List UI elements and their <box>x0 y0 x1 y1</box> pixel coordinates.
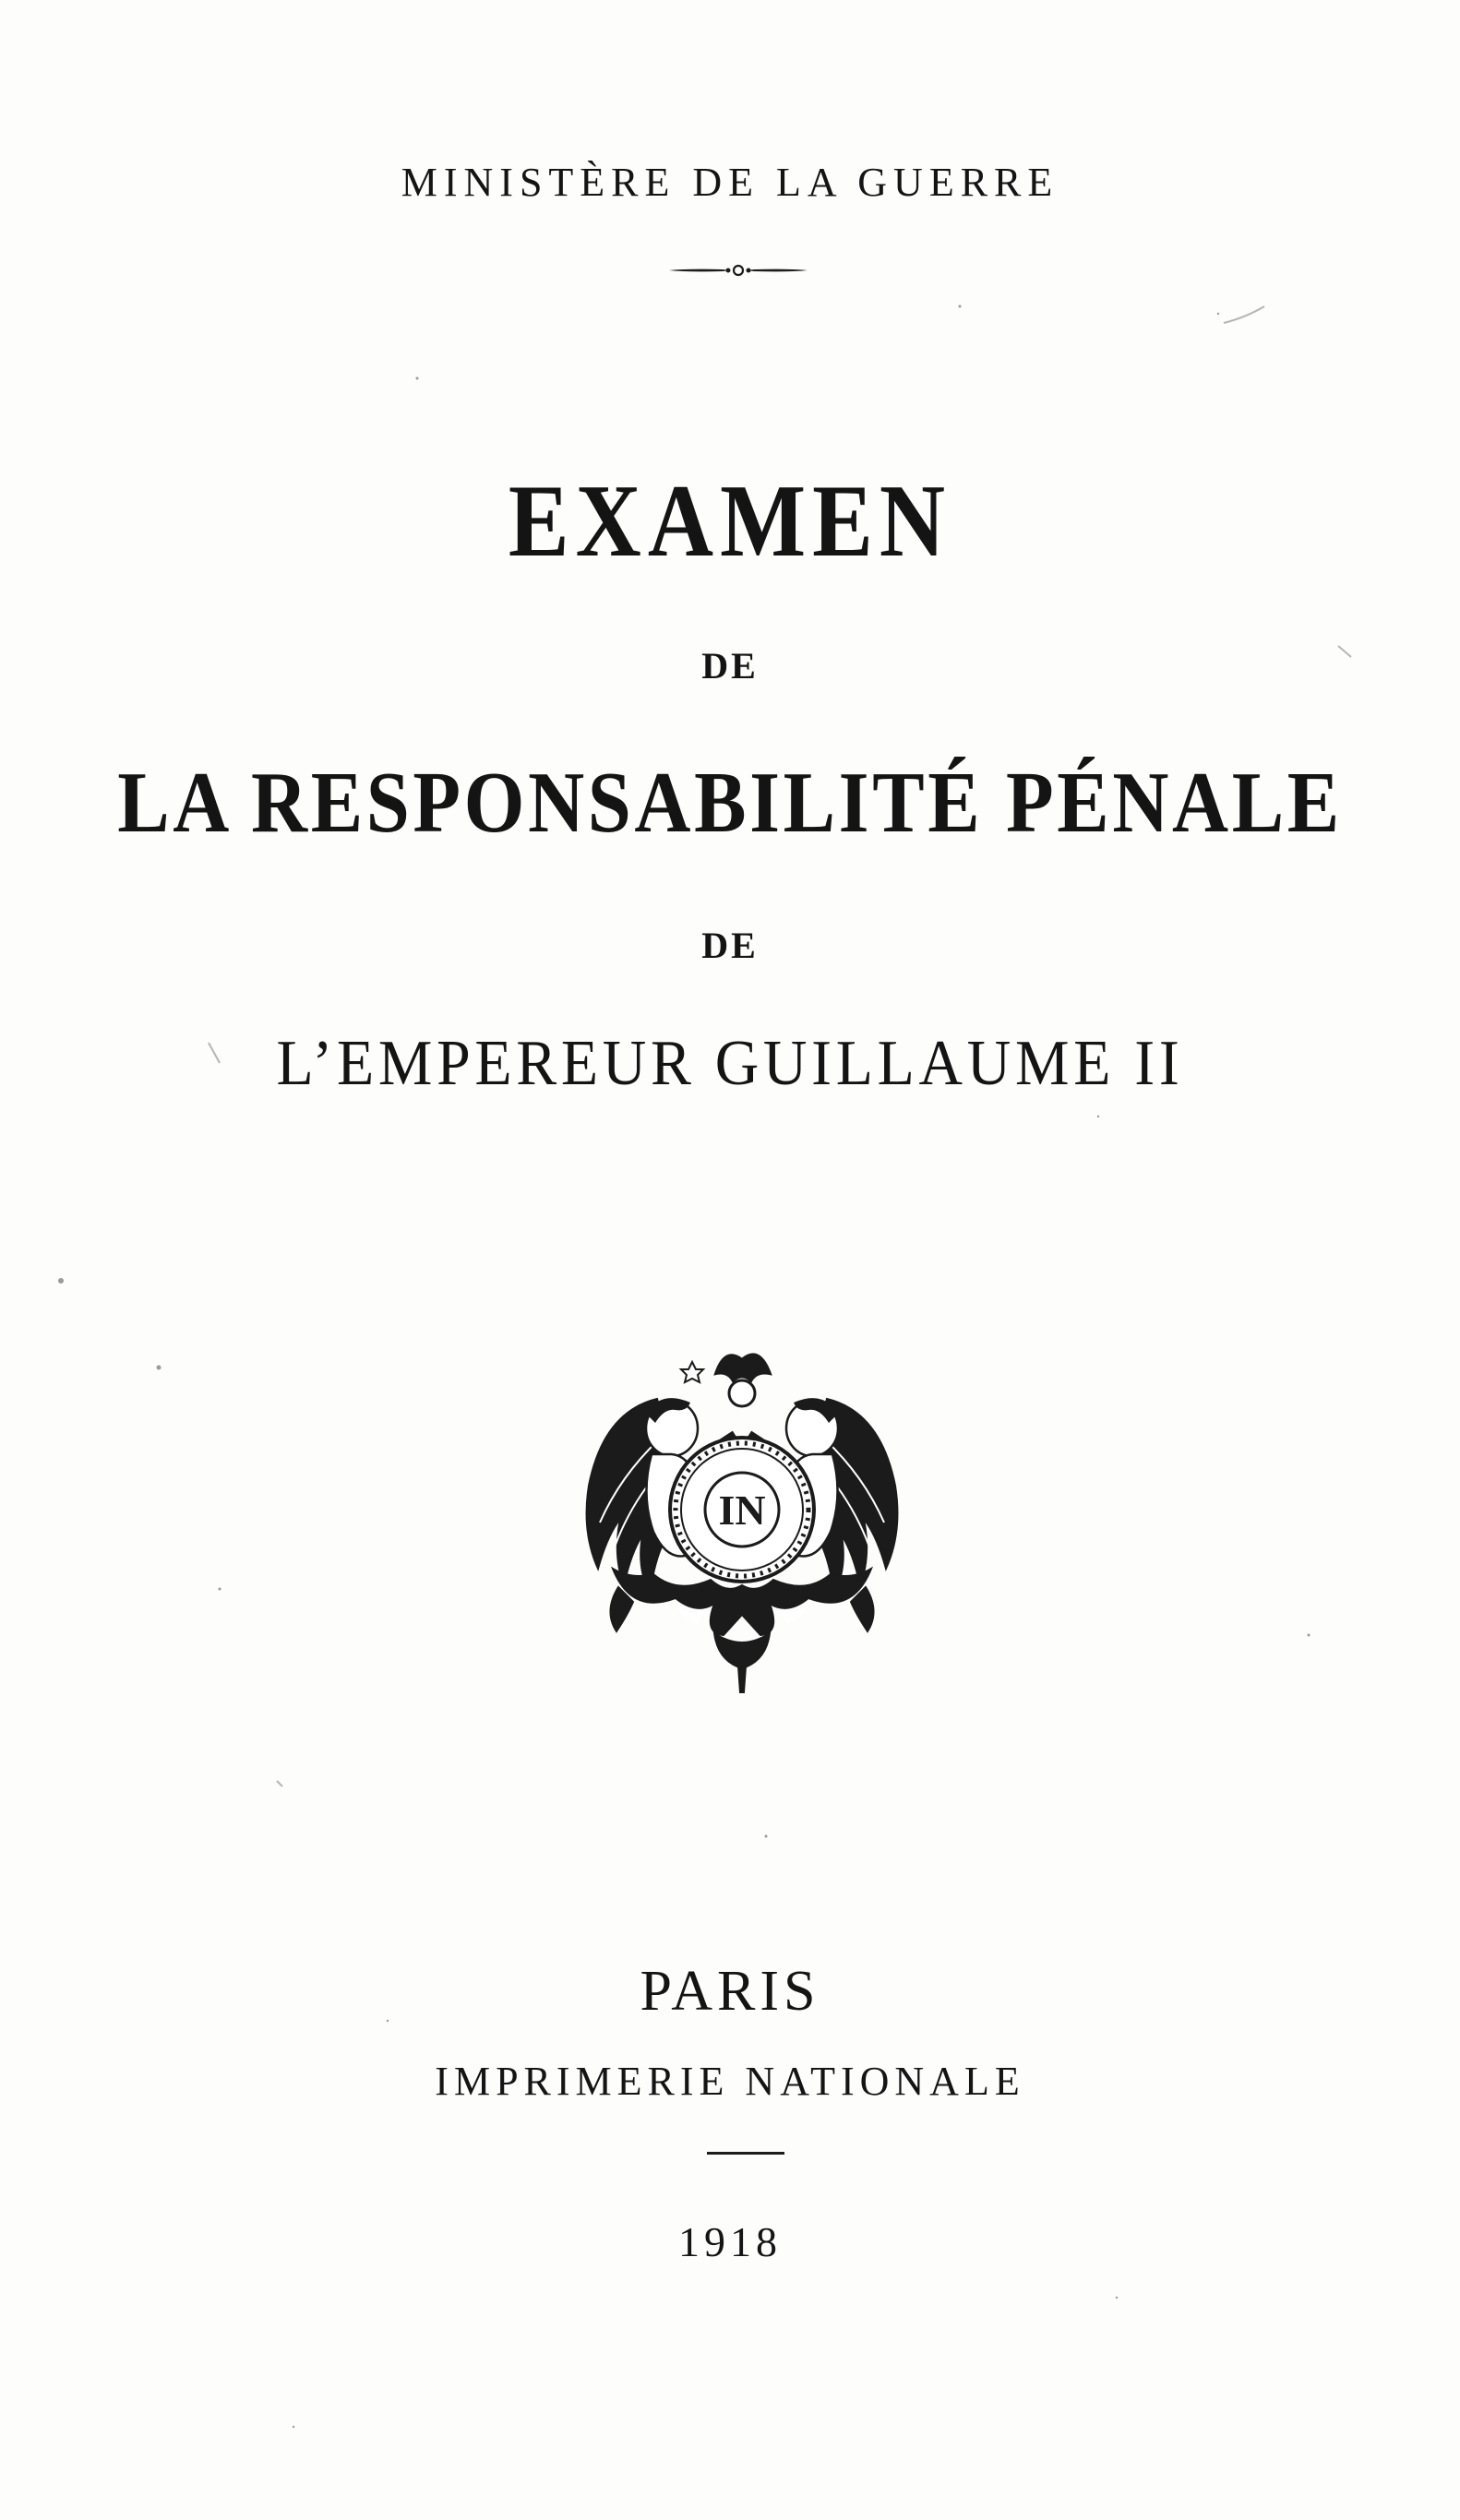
seal-monogram: IN <box>718 1487 766 1534</box>
imprint-city: PARIS <box>640 1960 820 2023</box>
ministry-heading: MINISTÈRE DE LA GUERRE <box>401 160 1059 205</box>
title-main: EXAMEN <box>508 464 952 579</box>
connector-de-1: DE <box>701 645 759 687</box>
imperial-seal-with-cherubs-icon <box>576 1338 908 1698</box>
ornament-rule-icon <box>669 264 808 277</box>
imprint-printer: IMPRIMERIE NATIONALE <box>435 2059 1025 2104</box>
separator-rule <box>707 2152 784 2155</box>
title-subtitle: LA RESPONSABILITÉ PÉNALE <box>117 755 1343 851</box>
title-name: L’EMPEREUR GUILLAUME II <box>276 1028 1184 1099</box>
connector-de-2: DE <box>701 925 759 966</box>
imprint-year: 1918 <box>678 2218 782 2265</box>
